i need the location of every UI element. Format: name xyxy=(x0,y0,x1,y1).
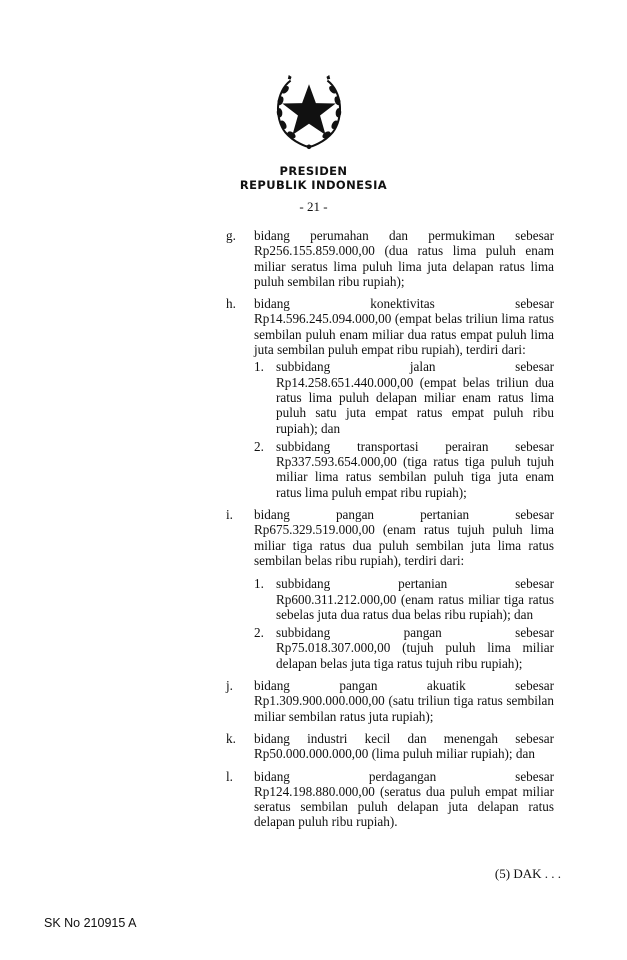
item-text-first-line: bidang perumahan dan permukiman sebesar xyxy=(254,228,554,243)
item-label: k. xyxy=(226,730,236,746)
document-code: SK No 210915 A xyxy=(44,916,137,930)
list-item xyxy=(226,731,554,762)
sub-list-item xyxy=(254,576,554,622)
sub-item-text-first-line: subbidang pertanian sebesar xyxy=(276,576,554,592)
sub-item-label: 2. xyxy=(254,625,264,641)
sub-item-label: 1. xyxy=(254,359,264,375)
item-label: l. xyxy=(226,768,233,784)
item-text-first-line: bidang pangan pertanian sebesar xyxy=(254,507,554,523)
sub-item-text-first-line: subbidang jalan sebesar xyxy=(276,359,554,375)
sub-item-text-first-line: subbidang pangan sebesar xyxy=(276,625,554,641)
sub-list-item xyxy=(254,625,554,671)
sub-item-text: Rp14.258.651.440.000,00 (empat belas triliun dua ratus lima puluh delapan miliar enam ratus lima puluh satu juta empat ratus empat puluh ribu rupiah); dan xyxy=(276,374,554,436)
item-label: i. xyxy=(226,507,233,523)
item-text-first-line: bidang industri kecil dan menengah sebesar xyxy=(254,730,554,746)
page-number: - 21 - xyxy=(299,199,328,214)
list-item xyxy=(226,296,554,500)
sub-item-label: 1. xyxy=(254,576,264,592)
list-item xyxy=(226,228,554,289)
list-item xyxy=(226,507,554,671)
item-text: Rp256.155.859.000,00 (dua ratus lima puluh enam miliar seratus lima puluh lima juta delapan ratus lima puluh sembilan ribu rupiah); xyxy=(254,243,554,289)
sub-item-label: 2. xyxy=(254,438,264,454)
item-text: Rp50.000.000.000,00 (lima puluh miliar rupiah); dan xyxy=(254,746,535,762)
item-body xyxy=(254,228,554,289)
sub-item-body xyxy=(276,439,554,500)
header-title-republik: REPUBLIK INDONESIA xyxy=(239,178,388,192)
sub-item-text: Rp75.018.307.000,00 (tujuh puluh lima miliar delapan belas juta tiga ratus tujuh ribu rupiah); xyxy=(276,640,554,671)
continuation-marker: (5) DAK . . . xyxy=(494,866,561,881)
sub-item-text-first-line: subbidang transportasi perairan sebesar xyxy=(276,438,554,454)
item-text: Rp1.309.900.000.000,00 (satu triliun tiga ratus sembilan miliar sembilan ratus juta rupiah); xyxy=(254,693,554,724)
item-text: Rp675.329.519.000,00 (enam ratus tujuh puluh lima miliar tiga ratus dua puluh sembilan juta lima ratus sembilan belas ribu rupiah), terdiri dari: xyxy=(254,522,554,568)
sub-item-text: Rp337.593.654.000,00 (tiga ratus tiga puluh tujuh miliar lima ratus sembilan puluh tiga juta enam ratus lima puluh empat ribu rupiah); xyxy=(276,454,554,500)
item-body xyxy=(254,296,554,500)
sub-list-item xyxy=(254,359,554,435)
item-text: Rp14.596.245.094.000,00 (empat belas triliun lima ratus sembilan puluh enam miliar dua ratus empat puluh lima juta sembilan puluh empat ribu rupiah), terdiri dari: xyxy=(254,311,554,358)
list-item xyxy=(226,769,554,830)
item-label: j. xyxy=(226,678,233,694)
item-text-first-line: bidang perdagangan sebesar xyxy=(254,768,554,784)
item-body xyxy=(254,678,554,724)
sub-item-body xyxy=(276,625,554,671)
garuda-emblem-icon xyxy=(263,64,355,156)
sub-item-body xyxy=(276,576,554,622)
item-body xyxy=(254,769,554,830)
header-title-presiden: PRESIDEN xyxy=(279,164,348,178)
item-text-first-line: bidang konektivitas sebesar xyxy=(254,296,554,312)
sub-item-text: Rp600.311.212.000,00 (enam ratus miliar tiga ratus sebelas juta dua ratus dua belas ribu rupiah); dan xyxy=(276,591,554,622)
item-body xyxy=(254,731,554,762)
document-body xyxy=(226,228,554,837)
list-item xyxy=(226,678,554,724)
sub-item-body xyxy=(276,359,554,435)
item-text-first-line: bidang pangan akuatik sebesar xyxy=(254,678,554,694)
item-body xyxy=(254,507,554,671)
item-label: h. xyxy=(226,296,236,312)
sub-list-item xyxy=(254,439,554,500)
item-text: Rp124.198.880.000,00 (seratus dua puluh empat miliar seratus sembilan puluh delapan juta delapan ratus delapan puluh ribu rupiah). xyxy=(254,783,554,830)
item-label: g. xyxy=(226,228,236,243)
